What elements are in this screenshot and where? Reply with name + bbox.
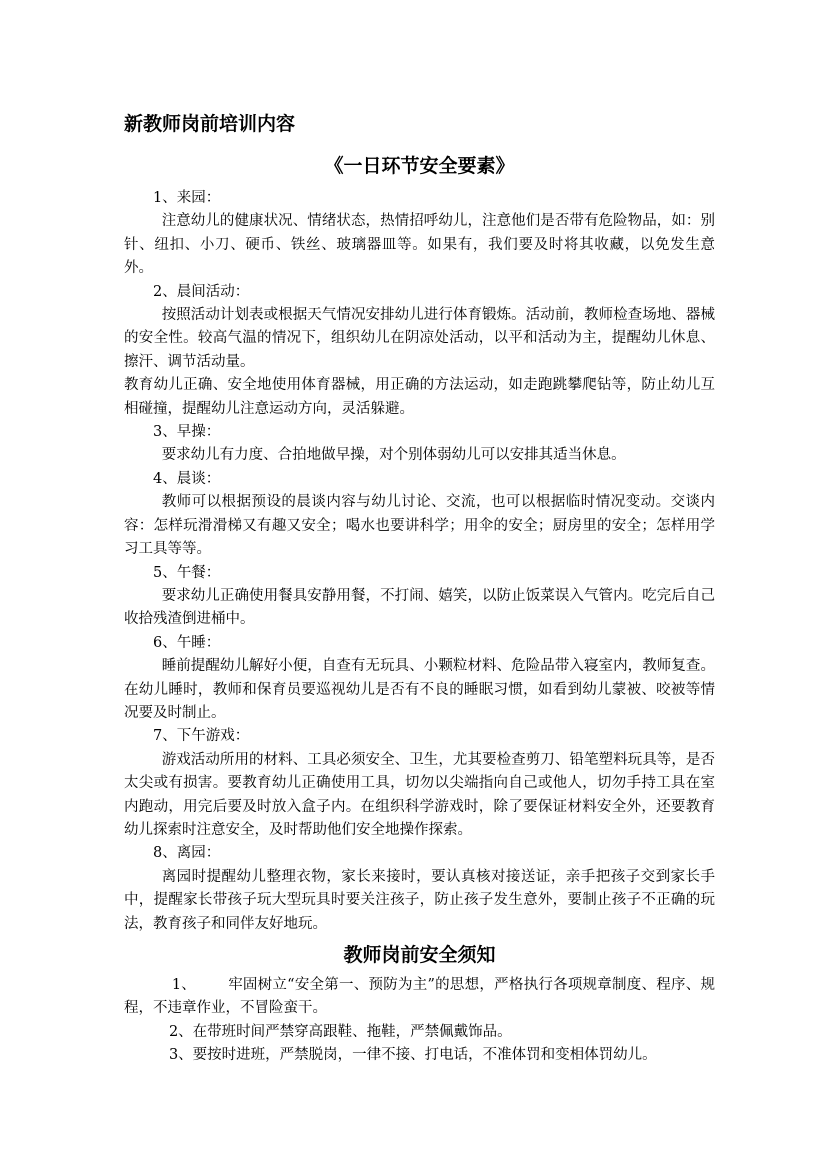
item-heading-afternoon-games: 7、下午游戏：	[153, 728, 250, 745]
item-heading-arrival: 1、来园：	[153, 190, 221, 206]
rule-item-1-text: 牢固树立“安全第一、预防为主”的思想，严格执行各项规章制度、程序、规程，不违章作业，不冒险蛮干。	[124, 977, 715, 1017]
item-paragraph-morning-activity: 按照活动计划表或根据天气情况安排幼儿进行体育锻炼。活动前，教师检查场地、器械的安全性。较高气温的情况下，组织幼儿在阴凉处活动，以平和活动为主，提醒幼儿休息、擦汗、调节活动量。	[124, 307, 715, 370]
rule-item-1	[124, 974, 715, 1021]
rule-item-1-number: 1、	[171, 977, 197, 993]
item-paragraph-lunch: 要求幼儿正确使用餐具安静用餐，不打闹、嬉笑，以防止饭菜误入气管内。吃完后自己收拾残渣倒进桶中。	[124, 587, 715, 628]
item-heading-morning-exercise: 3、早操：	[153, 424, 221, 441]
item-heading-nap: 6、午睡：	[153, 634, 221, 651]
item-paragraph-morning-activity-equipment: 教育幼儿正确、安全地使用体育器械，用正确的方法运动，如走跑跳攀爬钻等，防止幼儿互相碰撞，提醒幼儿注意运动方向，灵活躲避。	[124, 377, 715, 417]
item-paragraph-nap: 睡前提醒幼儿解好小便，自查有无玩具、小颗粒材料、危险品带入寝室内，教师复查。在幼儿睡时，教师和保育员要巡视幼儿是否有不良的睡眠习惯，如看到幼儿蒙被、咬被等情况要及时制止。	[124, 658, 715, 721]
item-heading-morning-talk: 4、晨谈：	[153, 470, 221, 487]
rule-item-2: 2、在带班时间严禁穿高跟鞋、拖鞋，严禁佩戴饰品。	[168, 1023, 512, 1040]
item-heading-lunch: 5、午餐：	[153, 564, 221, 581]
item-paragraph-departure: 离园时提醒幼儿整理衣物，家长来接时，要认真核对接送证，亲手把孩子交到家长手中，提醒家长带孩子玩大型玩具时要关注孩子，防止孩子发生意外，要制止孩子不正确的玩法，教育孩子和同伴友好地玩。	[124, 868, 715, 932]
section-teacher-safety	[124, 974, 715, 1068]
item-heading-departure: 8、离园：	[153, 845, 221, 862]
item-paragraph-arrival: 注意幼儿的健康状况、情绪状态，热情招呼幼儿，注意他们是否带有危险物品，如：别针、纽扣、小刀、硬币、铁丝、玻璃器皿等。如果有，我们要及时将其收藏，以免发生意外。	[124, 213, 715, 277]
item-paragraph-morning-talk: 教师可以根据预设的晨谈内容与幼儿讨论、交流，也可以根据临时情况变动。交谈内容：怎样玩滑滑梯又有趣又安全；喝水也要讲科学；用伞的安全；厨房里的安全；怎样用学习工具等等。	[124, 494, 715, 558]
item-paragraph-afternoon-games: 游戏活动所用的材料、工具必须安全、卫生，尤其要检查剪刀、铅笔塑料玩具等，是否太尖或有损害。要教育幼儿正确使用工具，切勿以尖端指向自己或他人，切勿手持工具在室内跑动，用完后要及时放入盒子内。在组织科学游戏时，除了要保证材料安全外，还要教育幼儿探索时注意安全，及时帮助他们安全地操作探索。	[124, 751, 715, 838]
section-daily-safety	[124, 187, 715, 936]
document-title: 新教师岗前培训内容	[124, 113, 296, 135]
section-title-daily-safety: 《一日环节安全要素》	[324, 155, 515, 177]
section-title-teacher-safety: 教师岗前安全须知	[343, 944, 496, 966]
rule-item-3: 3、要按时进班，严禁脱岗，一律不接、打电话，不准体罚和变相体罚幼儿。	[168, 1047, 657, 1064]
item-paragraph-morning-exercise: 要求幼儿有力度、合拍地做早操，对个别体弱幼儿可以安排其适当休息。	[161, 447, 626, 464]
item-heading-morning-activity: 2、晨间活动：	[153, 283, 250, 300]
